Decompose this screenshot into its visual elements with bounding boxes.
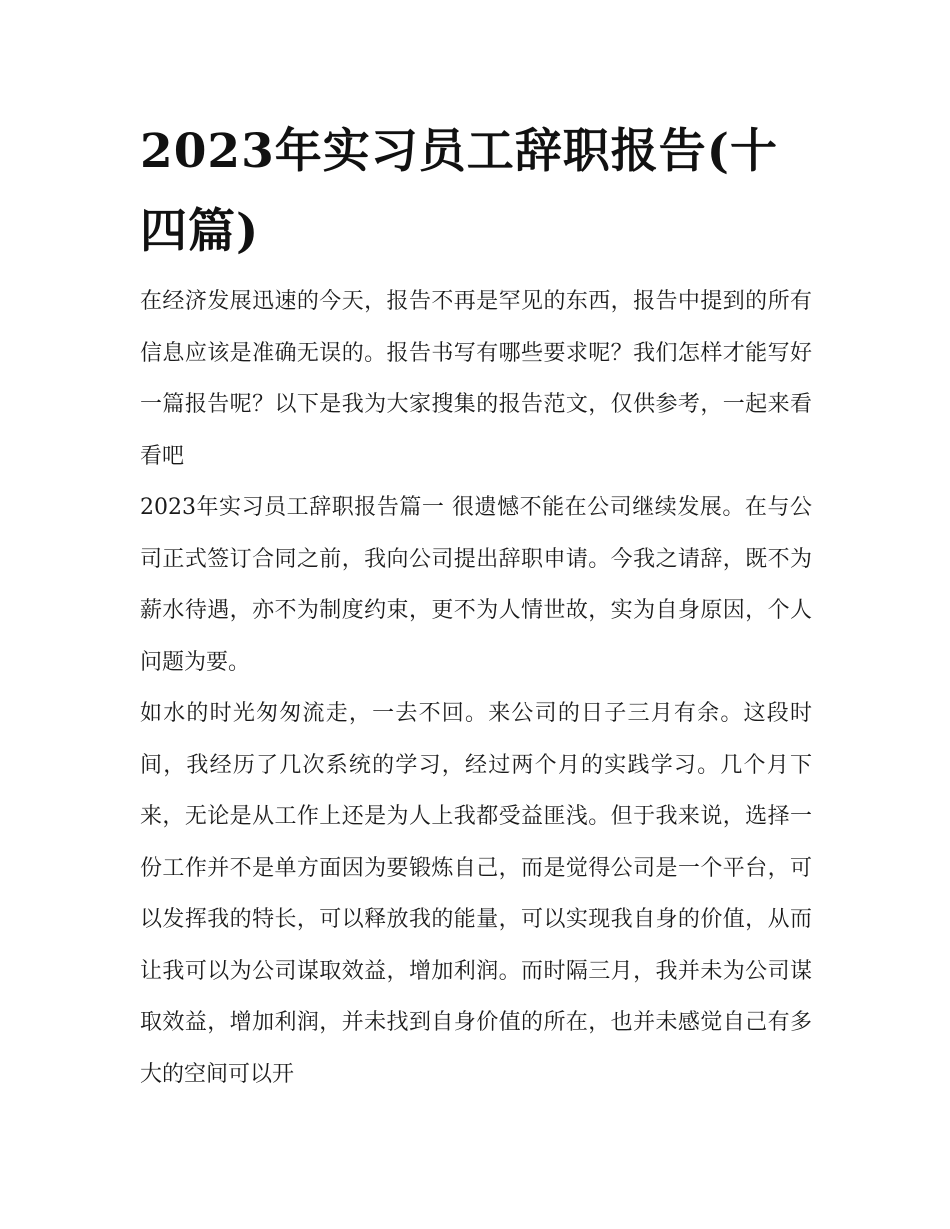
paragraph-intro: 在经济发展迅速的今天，报告不再是罕见的东西，报告中提到的所有信息应该是准确无误的。报告书写有哪些要求呢？我们怎样才能写好一篇报告呢？以下是我为大家搜集的报告范文，仅供参考，一起来看看吧 [140, 289, 812, 469]
paragraph-chapter-one: 2023年实习员工辞职报告篇一 很遗憾不能在公司继续发展。在与公司正式签订合同之前，我向公司提出辞职申请。今我之请辞，既不为薪水待遇，亦不为制度约束，更不为人情世故，实为自身原因，个人问题为要。 [140, 495, 812, 675]
page-title: 2023年实习员工辞职报告(十四篇) [140, 124, 779, 259]
paragraph-reflection: 如水的时光匆匆流走，一去不回。来公司的日子三月有余。这段时间，我经历了几次系统的学习，经过两个月的实践学习。几个月下来，无论是从工作上还是为人上我都受益匪浅。但于我来说，选择一份工作并不是单方面因为要锻炼自己，而是觉得公司是一个平台，可以发挥我的特长，可以释放我的能量，可以实现我自身的价值，从而让我可以为公司谋取效益，增加利润。而时隔三月，我并未为公司谋取效益，增加利润，并未找到自身价值的所在，也并未感觉自己有多大的空间可以开 [140, 701, 812, 1087]
document-body [140, 276, 812, 1100]
